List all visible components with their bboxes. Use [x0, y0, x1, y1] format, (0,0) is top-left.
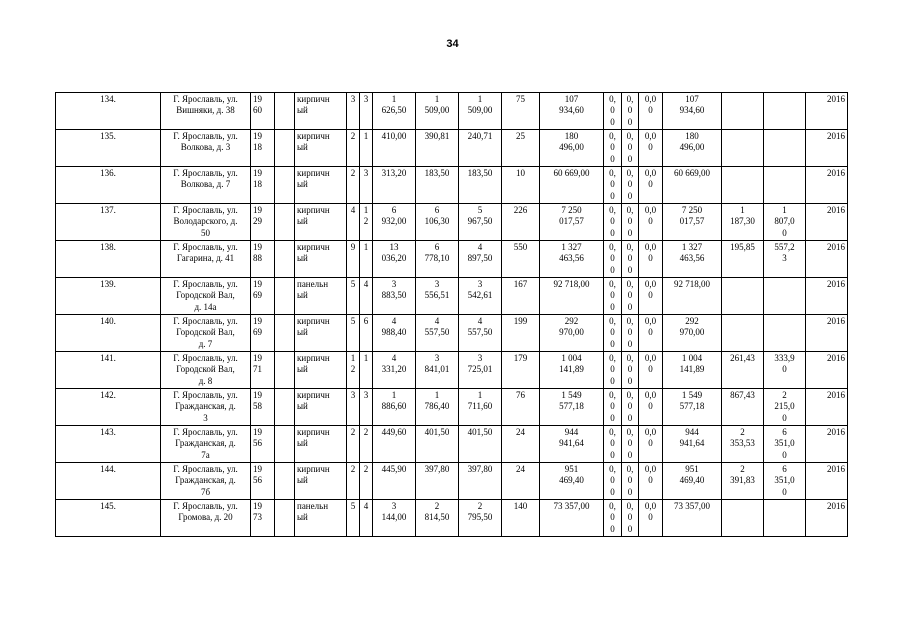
- table-cell: 19 29: [251, 204, 275, 241]
- table-cell: 2016: [806, 241, 848, 278]
- table-cell: 1 327 463,56: [663, 241, 722, 278]
- table-cell: 550: [502, 241, 540, 278]
- table-cell: 135.: [56, 130, 161, 167]
- table-cell: 1: [360, 241, 373, 278]
- table-cell: 401,50: [459, 426, 502, 463]
- table-cell: 107 934,60: [663, 93, 722, 130]
- table-cell: 13 036,20: [373, 241, 416, 278]
- table-cell: 5: [347, 500, 360, 537]
- table-row: [56, 500, 848, 537]
- spacer-cell: [275, 204, 295, 241]
- table-cell: 6 351,0 0: [764, 426, 806, 463]
- spacer-cell: [275, 500, 295, 537]
- table-cell: 1 2: [347, 352, 360, 389]
- table-cell: 2: [347, 463, 360, 500]
- table-cell: 3 542,61: [459, 278, 502, 315]
- table-cell: 167: [502, 278, 540, 315]
- table-cell: 0, 0 0: [604, 315, 622, 352]
- table-cell: 240,71: [459, 130, 502, 167]
- table-cell: 19 18: [251, 130, 275, 167]
- table-cell: 333,9 0: [764, 352, 806, 389]
- table-cell: 140: [502, 500, 540, 537]
- table-cell: 1: [360, 130, 373, 167]
- table-cell: 1: [360, 352, 373, 389]
- table-cell: кирпичн ый: [295, 167, 347, 204]
- table-cell: 0,0 0: [639, 278, 663, 315]
- table-cell: 2: [347, 167, 360, 204]
- table-cell: 4 897,50: [459, 241, 502, 278]
- table-cell: 141.: [56, 352, 161, 389]
- spacer-cell: [275, 426, 295, 463]
- table-cell: 2: [360, 426, 373, 463]
- table-cell: 3: [360, 389, 373, 426]
- table-cell: 4: [347, 204, 360, 241]
- table-cell: 1 004 141,89: [540, 352, 604, 389]
- table-cell: 410,00: [373, 130, 416, 167]
- table-cell: кирпичн ый: [295, 241, 347, 278]
- table-cell: 292 970,00: [540, 315, 604, 352]
- table-cell: 0,0 0: [639, 315, 663, 352]
- table-cell: 92 718,00: [663, 278, 722, 315]
- table-cell: 19 69: [251, 278, 275, 315]
- table-cell: 5: [347, 315, 360, 352]
- spacer-cell: [275, 463, 295, 500]
- table-cell: 0, 0 0: [622, 463, 639, 500]
- table-cell: 3: [347, 93, 360, 130]
- table-cell: Г. Ярославль, ул. Гражданская, д. 7б: [161, 463, 251, 500]
- table-cell: Г. Ярославль, ул. Волкова, д. 7: [161, 167, 251, 204]
- table-cell: 19 71: [251, 352, 275, 389]
- table-cell: 25: [502, 130, 540, 167]
- table-row: [56, 278, 848, 315]
- table-cell: 180 496,00: [663, 130, 722, 167]
- table-cell: 0, 0 0: [604, 204, 622, 241]
- table-cell: 1 2: [360, 204, 373, 241]
- table-cell: Г. Ярославль, ул. Володарского, д. 50: [161, 204, 251, 241]
- table-cell: 4 331,20: [373, 352, 416, 389]
- table-cell: 5: [347, 278, 360, 315]
- spacer-cell: [275, 130, 295, 167]
- table-cell: 2016: [806, 130, 848, 167]
- table-cell: 180 496,00: [540, 130, 604, 167]
- table-cell: 557,2 3: [764, 241, 806, 278]
- table-cell: 6 778,10: [416, 241, 459, 278]
- table-cell: 0,0 0: [639, 389, 663, 426]
- table-cell: 143.: [56, 426, 161, 463]
- table-cell: 137.: [56, 204, 161, 241]
- table-row: [56, 463, 848, 500]
- table-cell: 2: [347, 130, 360, 167]
- table-cell: 0,0 0: [639, 93, 663, 130]
- table-cell: Г. Ярославль, ул. Гагарина, д. 41: [161, 241, 251, 278]
- table-cell: 0,0 0: [639, 426, 663, 463]
- table-cell: 449,60: [373, 426, 416, 463]
- table-cell: 19 18: [251, 167, 275, 204]
- table-cell: 2016: [806, 278, 848, 315]
- table-cell: Г. Ярославль, ул. Городской Вал, д. 8: [161, 352, 251, 389]
- table-cell: 1 509,00: [416, 93, 459, 130]
- table-cell: 397,80: [416, 463, 459, 500]
- table-cell: 0, 0 0: [622, 130, 639, 167]
- spacer-cell: [275, 93, 295, 130]
- table-cell: 0, 0 0: [622, 426, 639, 463]
- table-cell: Г. Ярославль, ул. Городской Вал, д. 14а: [161, 278, 251, 315]
- table-cell: 19 73: [251, 500, 275, 537]
- table-cell: 2016: [806, 93, 848, 130]
- table-cell: 0, 0 0: [604, 426, 622, 463]
- table-cell: 1 549 577,18: [663, 389, 722, 426]
- table-cell: 4: [360, 500, 373, 537]
- table-cell: 944 941,64: [663, 426, 722, 463]
- page-number: 34: [446, 38, 459, 50]
- table-cell: 0, 0 0: [604, 93, 622, 130]
- table-cell: 3 725,01: [459, 352, 502, 389]
- table-cell: кирпичн ый: [295, 352, 347, 389]
- table-cell: 19 58: [251, 389, 275, 426]
- table-cell: 92 718,00: [540, 278, 604, 315]
- table-cell: 0, 0 0: [604, 500, 622, 537]
- table-cell: 0, 0 0: [604, 241, 622, 278]
- table-cell: 0,0 0: [639, 130, 663, 167]
- table-cell: 0, 0 0: [622, 389, 639, 426]
- table-cell: 1 187,30: [722, 204, 764, 241]
- table-cell: 0,0 0: [639, 500, 663, 537]
- table-cell: 3: [360, 93, 373, 130]
- table-cell: 944 941,64: [540, 426, 604, 463]
- table-cell: 9: [347, 241, 360, 278]
- table-cell: кирпичн ый: [295, 426, 347, 463]
- table-cell: 2 814,50: [416, 500, 459, 537]
- table-cell: 0, 0 0: [604, 463, 622, 500]
- table-cell: 292 970,00: [663, 315, 722, 352]
- table-cell: 6 106,30: [416, 204, 459, 241]
- table-row: [56, 241, 848, 278]
- table-cell: 73 357,00: [663, 500, 722, 537]
- table-cell: 3 883,50: [373, 278, 416, 315]
- table-cell: 3 144,00: [373, 500, 416, 537]
- table-cell: 2016: [806, 352, 848, 389]
- table-cell: 10: [502, 167, 540, 204]
- table-cell: 0,0 0: [639, 204, 663, 241]
- table-cell: [764, 500, 806, 537]
- table-cell: кирпичн ый: [295, 463, 347, 500]
- housing-register-table: [55, 92, 848, 537]
- table-cell: 1 626,50: [373, 93, 416, 130]
- table-cell: 2 391,83: [722, 463, 764, 500]
- table-cell: 0, 0 0: [604, 130, 622, 167]
- table-cell: 2016: [806, 204, 848, 241]
- table-cell: 0,0 0: [639, 463, 663, 500]
- table-cell: 3: [347, 389, 360, 426]
- table-cell: 19 56: [251, 426, 275, 463]
- table-cell: [722, 315, 764, 352]
- table-cell: 867,43: [722, 389, 764, 426]
- table-cell: 5 967,50: [459, 204, 502, 241]
- table-cell: [722, 130, 764, 167]
- table-cell: 0, 0 0: [622, 315, 639, 352]
- table-cell: [722, 93, 764, 130]
- table-cell: Г. Ярославль, ул. Гражданская, д. 3: [161, 389, 251, 426]
- table-cell: 1 549 577,18: [540, 389, 604, 426]
- spacer-cell: [275, 278, 295, 315]
- table-cell: 6 351,0 0: [764, 463, 806, 500]
- table-cell: 2016: [806, 463, 848, 500]
- table-cell: 0,0 0: [639, 241, 663, 278]
- table-cell: 2016: [806, 167, 848, 204]
- table-cell: [764, 278, 806, 315]
- table-cell: кирпичн ый: [295, 204, 347, 241]
- spacer-cell: [275, 167, 295, 204]
- table-row: [56, 130, 848, 167]
- table-cell: 226: [502, 204, 540, 241]
- table-cell: 1 807,0 0: [764, 204, 806, 241]
- table-cell: 134.: [56, 93, 161, 130]
- table-cell: 390,81: [416, 130, 459, 167]
- table-cell: кирпичн ый: [295, 130, 347, 167]
- table-row: [56, 426, 848, 463]
- table-cell: 19 60: [251, 93, 275, 130]
- table-cell: 0, 0 0: [622, 241, 639, 278]
- table-row: [56, 389, 848, 426]
- table-cell: 19 69: [251, 315, 275, 352]
- table-cell: 1 886,60: [373, 389, 416, 426]
- table-cell: 6: [360, 315, 373, 352]
- table-cell: 144.: [56, 463, 161, 500]
- table-row: [56, 352, 848, 389]
- table-cell: 0, 0 0: [604, 278, 622, 315]
- table-cell: [764, 93, 806, 130]
- table-cell: [722, 278, 764, 315]
- table-row: [56, 167, 848, 204]
- table-row: [56, 204, 848, 241]
- spacer-cell: [275, 352, 295, 389]
- table-cell: Г. Ярославль, ул. Волкова, д. 3: [161, 130, 251, 167]
- table-cell: 3 841,01: [416, 352, 459, 389]
- table-cell: 4: [360, 278, 373, 315]
- table-cell: 445,90: [373, 463, 416, 500]
- table-cell: 2016: [806, 426, 848, 463]
- table-cell: Г. Ярославль, ул. Городской Вал, д. 7: [161, 315, 251, 352]
- table-cell: 145.: [56, 500, 161, 537]
- table-cell: 951 469,40: [663, 463, 722, 500]
- table-cell: 2: [360, 463, 373, 500]
- spacer-cell: [275, 389, 295, 426]
- table-cell: 261,43: [722, 352, 764, 389]
- spacer-cell: [275, 241, 295, 278]
- table-cell: 2 215,0 0: [764, 389, 806, 426]
- table-cell: 2 353,53: [722, 426, 764, 463]
- table-cell: 2 795,50: [459, 500, 502, 537]
- table-cell: 19 56: [251, 463, 275, 500]
- table-cell: 2016: [806, 389, 848, 426]
- table-cell: 140.: [56, 315, 161, 352]
- table-cell: 76: [502, 389, 540, 426]
- table-cell: 136.: [56, 167, 161, 204]
- table-cell: 142.: [56, 389, 161, 426]
- table-cell: 2016: [806, 500, 848, 537]
- table-row: [56, 315, 848, 352]
- table-cell: 0, 0 0: [622, 500, 639, 537]
- table-cell: 0, 0 0: [604, 389, 622, 426]
- table-cell: 2: [347, 426, 360, 463]
- table-cell: 139.: [56, 278, 161, 315]
- table-cell: Г. Ярославль, ул. Вишняки, д. 38: [161, 93, 251, 130]
- table-cell: 6 932,00: [373, 204, 416, 241]
- table-cell: панельн ый: [295, 278, 347, 315]
- table-cell: кирпичн ый: [295, 315, 347, 352]
- table-cell: 0,0 0: [639, 167, 663, 204]
- table-cell: 0, 0 0: [622, 278, 639, 315]
- table-cell: кирпичн ый: [295, 389, 347, 426]
- table-cell: 0, 0 0: [604, 352, 622, 389]
- table-cell: 7 250 017,57: [540, 204, 604, 241]
- table-cell: 75: [502, 93, 540, 130]
- table-cell: 0,0 0: [639, 352, 663, 389]
- table-cell: 0, 0 0: [622, 352, 639, 389]
- table-cell: 0, 0 0: [622, 167, 639, 204]
- table-cell: 19 88: [251, 241, 275, 278]
- table-cell: 138.: [56, 241, 161, 278]
- table-cell: 0, 0 0: [622, 204, 639, 241]
- table-cell: 313,20: [373, 167, 416, 204]
- table-row: [56, 93, 848, 130]
- table-cell: 1 004 141,89: [663, 352, 722, 389]
- table-cell: [722, 500, 764, 537]
- table-cell: Г. Ярославль, ул. Гражданская, д. 7а: [161, 426, 251, 463]
- table-cell: 107 934,60: [540, 93, 604, 130]
- table-cell: 951 469,40: [540, 463, 604, 500]
- table-cell: 195,85: [722, 241, 764, 278]
- table-cell: 73 357,00: [540, 500, 604, 537]
- table-cell: 183,50: [459, 167, 502, 204]
- table-cell: 60 669,00: [540, 167, 604, 204]
- table-cell: 1 711,60: [459, 389, 502, 426]
- table-cell: [764, 315, 806, 352]
- table-cell: 0, 0 0: [622, 93, 639, 130]
- table-cell: 1 786,40: [416, 389, 459, 426]
- table-cell: Г. Ярославль, ул. Громова, д. 20: [161, 500, 251, 537]
- table-cell: 183,50: [416, 167, 459, 204]
- table-cell: 1 327 463,56: [540, 241, 604, 278]
- spacer-cell: [275, 315, 295, 352]
- table-cell: 24: [502, 463, 540, 500]
- table-cell: 60 669,00: [663, 167, 722, 204]
- table-cell: 401,50: [416, 426, 459, 463]
- table-cell: 3: [360, 167, 373, 204]
- table-cell: 1 509,00: [459, 93, 502, 130]
- table-cell: 4 557,50: [416, 315, 459, 352]
- table-cell: 24: [502, 426, 540, 463]
- table-cell: 2016: [806, 315, 848, 352]
- table-cell: 179: [502, 352, 540, 389]
- table-cell: 3 556,51: [416, 278, 459, 315]
- table-cell: 4 988,40: [373, 315, 416, 352]
- table-cell: [764, 130, 806, 167]
- table-cell: [764, 167, 806, 204]
- table-cell: 4 557,50: [459, 315, 502, 352]
- table-cell: 199: [502, 315, 540, 352]
- table-cell: 0, 0 0: [604, 167, 622, 204]
- table-cell: кирпичн ый: [295, 93, 347, 130]
- table-cell: 7 250 017,57: [663, 204, 722, 241]
- table-cell: 397,80: [459, 463, 502, 500]
- table-cell: [722, 167, 764, 204]
- table-cell: панельн ый: [295, 500, 347, 537]
